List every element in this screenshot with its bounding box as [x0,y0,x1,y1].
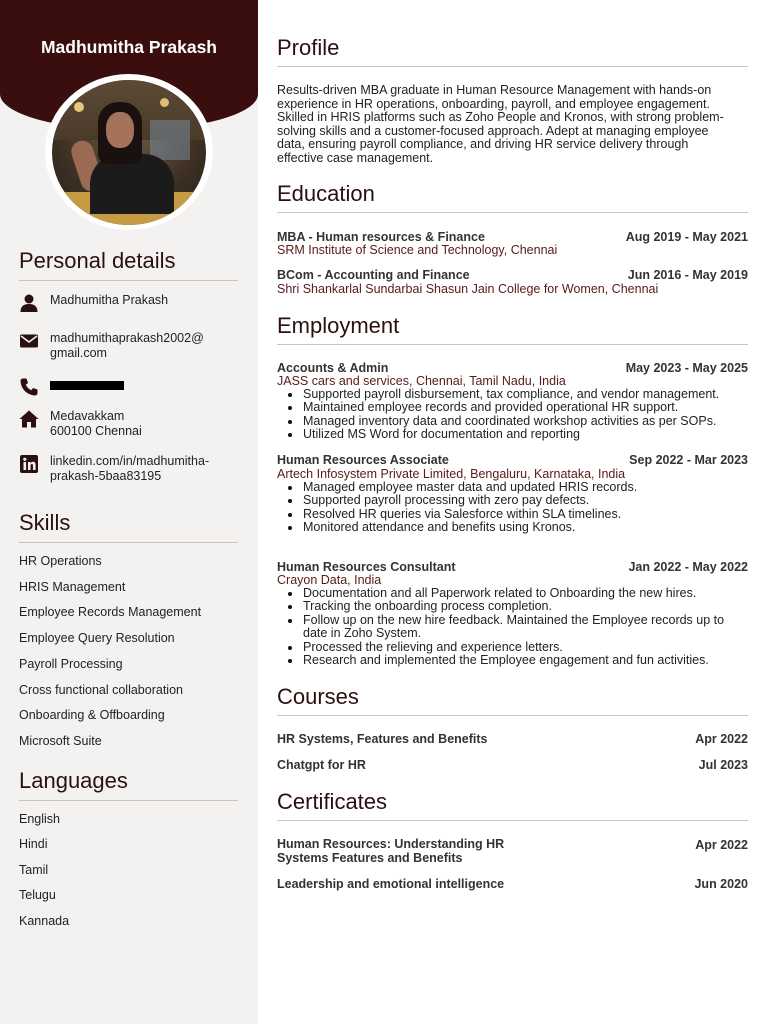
job-bullet: Tracking the onboarding process completion. [303,600,738,613]
language-item: Kannada [19,914,70,928]
education-school: Shri Shankarlal Sundarbai Shasun Jain College for Women, Chennai [277,282,659,296]
personal-name: Madhumitha Prakash [50,293,169,307]
language-item: English [19,812,60,826]
education-title: Education [277,181,375,206]
certificates-title: Certificates [277,789,388,814]
languages-title: Languages [19,768,238,801]
employment-title: Employment [277,313,400,338]
job-bullet: Supported payroll processing with zero pay defects. [303,494,748,507]
course-row [277,732,748,746]
certificate-name [277,838,504,865]
profile-line: Skilled in HRIS platforms such as Zoho People and Kronos, with strong problem- [277,110,724,124]
job-bullets [277,388,748,442]
job-bullet: Utilized MS Word for documentation and reporting [303,428,748,441]
job-bullet: Supported payroll disbursement, tax compliance, and vendor management. [303,388,748,401]
job-bullet: Managed employee master data and updated HRIS records. [303,481,748,494]
profile-line: effective case management. [277,150,434,165]
job-role: Human Resources Consultant [277,560,456,574]
personal-linkedin[interactable] [50,454,209,484]
profile-title: Profile [277,35,340,60]
certificate-name: Leadership and emotional intelligence [277,877,505,891]
profile-line: experience in HR operations, onboarding, payroll, and employee engagement. [277,96,710,111]
job-bullet: Processed the relieving and experience letters. [303,641,738,654]
job-company: Crayon Data, India [277,573,382,587]
personal-details-title: Personal details [19,248,238,281]
job-dates: May 2023 - May 2025 [625,361,748,375]
job-bullet: Follow up on the new hire feedback. Maintained the Employee records up to date in Zoho System. [303,614,738,641]
linkedin-line-2: prakash-5baa83195 [50,469,162,483]
language-item: Telugu [19,888,56,902]
linkedin-line-1: linkedin.com/in/madhumitha- [50,454,210,468]
job-role: Accounts & Admin [277,361,389,375]
education-entry-header [277,268,748,282]
certificate-date: Jun 2020 [694,877,748,891]
certificate-name-line-1: Human Resources: Understanding HR [277,837,505,851]
job-role: Human Resources Associate [277,453,449,467]
language-item: Hindi [19,837,48,851]
job-header [277,361,748,375]
skill-item: Onboarding & Offboarding [19,708,165,722]
course-name: Chatgpt for HR [277,758,366,772]
education-degree: MBA - Human resources & Finance [277,230,485,244]
job-header [277,560,748,574]
courses-title: Courses [277,684,359,709]
skills-section [19,510,238,748]
job-dates: Jan 2022 - May 2022 [628,560,748,574]
education-dates: Aug 2019 - May 2021 [625,230,748,244]
job-company: JASS cars and services, Chennai, Tamil Nadu, India [277,374,566,388]
certificate-row [277,877,748,891]
education-degree: BCom - Accounting and Finance [277,268,470,282]
course-date: Jul 2023 [698,758,748,772]
job-bullet: Managed inventory data and coordinated workshop activities as per SOPs. [303,415,748,428]
address-line-1: Medavakkam [50,409,125,423]
skill-item: Cross functional collaboration [19,683,183,697]
personal-name-row [19,293,168,313]
home-icon [19,409,39,429]
job-bullets [277,481,748,535]
profile-summary [277,84,748,165]
education-dates: Jun 2016 - May 2019 [627,268,748,282]
user-icon [19,293,39,313]
envelope-icon [19,331,39,351]
skill-item: Employee Query Resolution [19,631,175,645]
profile-line: Results-driven MBA graduate in Human Resource Management with hands-on [277,83,712,97]
candidate-name: Madhumitha Prakash [40,37,218,57]
education-school: SRM Institute of Science and Technology, Chennai [277,243,558,257]
certificate-date: Apr 2022 [695,838,748,852]
employment-divider [277,344,748,345]
skills-title: Skills [19,510,238,543]
personal-details-section [19,248,238,483]
job-company: Artech Infosystem Private Limited, Bengaluru, Karnataka, India [277,467,626,481]
certificates-divider [277,820,748,821]
skill-item: Employee Records Management [19,605,202,619]
profile-line: data, ensuring payroll compliance, and driving HR service delivery through [277,137,689,151]
phone-icon [19,377,39,397]
courses-divider [277,715,748,716]
job-bullets [277,587,748,667]
job-bullet: Resolved HR queries via Salesforce within SLA timelines. [303,508,748,521]
education-divider [277,212,748,213]
skill-item: HRIS Management [19,580,126,594]
personal-address [50,409,142,439]
course-name: HR Systems, Features and Benefits [277,732,488,746]
personal-email[interactable] [50,331,204,361]
language-item: Tamil [19,863,49,877]
job-header [277,453,748,467]
address-line-2: 600100 Chennai [50,424,142,438]
skill-item: Microsoft Suite [19,734,102,748]
personal-email-row[interactable] [19,331,204,361]
profile-photo [52,80,206,225]
personal-address-row [19,409,142,439]
linkedin-icon [19,454,39,474]
education-entry-header [277,230,748,244]
sidebar [0,0,258,1024]
profile-line: solving skills and a customer-focused approach. Adept at managing employee [277,123,709,138]
email-line-1: madhumithaprakash2002@ [50,331,204,345]
job-bullet: Documentation and all Paperwork related to Onboarding the new hires. [303,587,738,600]
job-dates: Sep 2022 - Mar 2023 [629,453,748,467]
job-bullet: Maintained employee records and provided operational HR support. [303,401,748,414]
profile-divider [277,66,748,67]
certificate-name-line-2: Systems Features and Benefits [277,850,463,865]
skill-item: Payroll Processing [19,657,123,671]
languages-section [19,768,238,928]
job-bullet: Monitored attendance and benefits using Kronos. [303,521,748,534]
phone-redacted-block [50,381,124,390]
certificate-row [277,838,748,865]
course-date: Apr 2022 [695,732,748,746]
course-row [277,758,748,772]
personal-phone-row [19,377,124,397]
personal-linkedin-row[interactable] [19,454,209,484]
skill-item: HR Operations [19,554,102,568]
email-line-2: gmail.com [50,346,107,360]
job-bullet: Research and implemented the Employee engagement and fun activities. [303,654,738,667]
